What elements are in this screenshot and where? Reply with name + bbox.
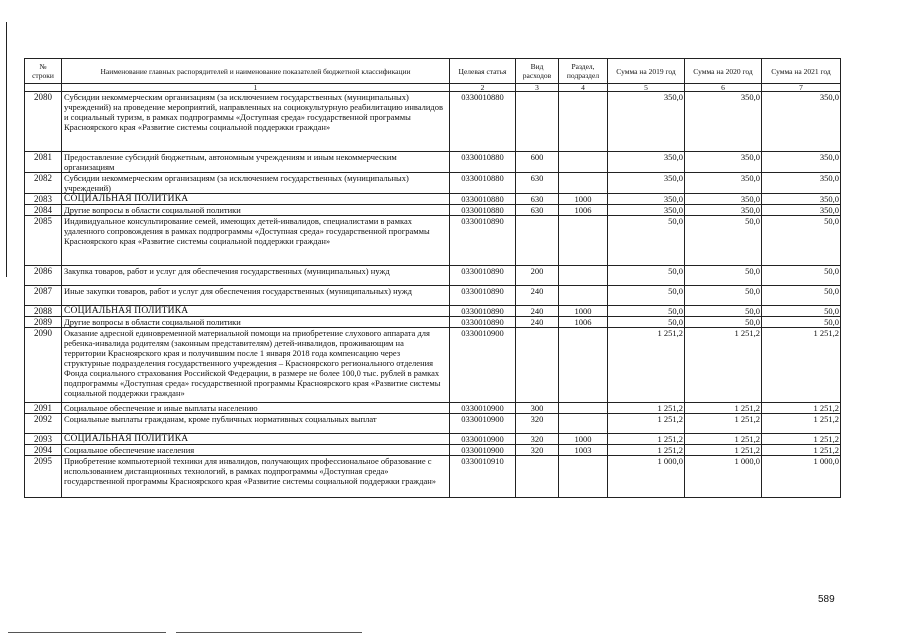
sum-2021-cell: 1 251,2 <box>762 434 841 445</box>
row-number-cell: 2095 <box>25 456 62 498</box>
sum-2020-cell: 1 251,2 <box>685 434 762 445</box>
header-name: Наименование главных распорядителей и наименование показателей бюджетной классификации <box>62 59 450 84</box>
sum-2020-cell: 50,0 <box>685 216 762 266</box>
column-index: 3 <box>516 84 559 92</box>
sum-2020-cell: 50,0 <box>685 317 762 328</box>
row-number-cell: 2089 <box>25 317 62 328</box>
table-row <box>25 205 841 216</box>
row-number-cell: 2091 <box>25 403 62 414</box>
header-section: Раздел, подраздел <box>559 59 608 84</box>
sum-2019-cell: 50,0 <box>608 266 685 286</box>
row-number-cell: 2092 <box>25 414 62 434</box>
sum-2020-cell: 350,0 <box>685 205 762 216</box>
target-article-cell: 0330010900 <box>450 434 516 445</box>
sum-2021-cell: 350,0 <box>762 173 841 194</box>
section-cell <box>559 403 608 414</box>
sum-2020-cell: 350,0 <box>685 194 762 205</box>
table-row <box>25 456 841 498</box>
sum-2020-cell: 350,0 <box>685 92 762 152</box>
page-number: 589 <box>818 594 835 605</box>
table-row <box>25 328 841 403</box>
name-cell: Другие вопросы в области социальной политики <box>62 317 450 328</box>
sum-2020-cell: 1 251,2 <box>685 403 762 414</box>
expense-kind-cell <box>516 216 559 266</box>
target-article-cell: 0330010900 <box>450 403 516 414</box>
budget-table <box>24 58 841 498</box>
footer-rule <box>8 632 166 633</box>
name-cell: Закупка товаров, работ и услуг для обеспечения государственных (муниципальных) нужд <box>62 266 450 286</box>
sum-2019-cell: 350,0 <box>608 152 685 173</box>
name-cell: Приобретение компьютерной техники для инвалидов, получающих профессиональное образование с использованием дистанционных технологий, в рамках подпрограммы «Доступная среда» государственной программы Красноярского края «Развитие системы социальной поддержки граждан» <box>62 456 450 498</box>
section-cell: 1006 <box>559 205 608 216</box>
table-row <box>25 216 841 266</box>
sum-2019-cell: 1 251,2 <box>608 445 685 456</box>
sum-2021-cell: 1 000,0 <box>762 456 841 498</box>
target-article-cell: 0330010880 <box>450 152 516 173</box>
binding-line <box>6 22 7 277</box>
expense-kind-cell <box>516 92 559 152</box>
name-cell: Оказание адресной единовременной материальной помощи на приобретение слухового аппарата для ребенка-инвалида родителям (законным представителям) детей-инвалидов, проживающим на территории Красноярского края и получившим после 1 января 2018 года компенсацию через структурные подразделения государственного учреждения – Красноярского регионального отделения Фонда социального страхования Российской Федерации, в размере не более 100,0 тыс. рублей в рамках подпрограммы «Доступная среда» государственной программы Красноярского края «Развитие системы социальной поддержки граждан» <box>62 328 450 403</box>
target-article-cell: 0330010880 <box>450 194 516 205</box>
name-cell: СОЦИАЛЬНАЯ ПОЛИТИКА <box>62 306 450 317</box>
table-row <box>25 92 841 152</box>
section-cell <box>559 328 608 403</box>
table-row <box>25 173 841 194</box>
section-cell <box>559 173 608 194</box>
table-row <box>25 266 841 286</box>
column-index: 6 <box>685 84 762 92</box>
sum-2020-cell: 350,0 <box>685 173 762 194</box>
section-cell: 1000 <box>559 194 608 205</box>
sum-2021-cell: 50,0 <box>762 266 841 286</box>
target-article-cell: 0330010900 <box>450 445 516 456</box>
column-index: 1 <box>62 84 450 92</box>
sum-2019-cell: 50,0 <box>608 317 685 328</box>
row-number-cell: 2090 <box>25 328 62 403</box>
table-row <box>25 306 841 317</box>
section-cell <box>559 456 608 498</box>
sum-2020-cell: 1 251,2 <box>685 328 762 403</box>
table-body <box>25 92 841 498</box>
section-cell <box>559 414 608 434</box>
expense-kind-cell: 320 <box>516 445 559 456</box>
sum-2020-cell: 1 251,2 <box>685 445 762 456</box>
sum-2020-cell: 50,0 <box>685 266 762 286</box>
expense-kind-cell <box>516 456 559 498</box>
sum-2020-cell: 50,0 <box>685 306 762 317</box>
expense-kind-cell: 200 <box>516 266 559 286</box>
row-number-cell: 2081 <box>25 152 62 173</box>
sum-2021-cell: 50,0 <box>762 216 841 266</box>
sum-2019-cell: 1 251,2 <box>608 434 685 445</box>
expense-kind-cell: 240 <box>516 286 559 306</box>
header-target-article: Целевая статья <box>450 59 516 84</box>
section-cell <box>559 286 608 306</box>
row-number-cell: 2093 <box>25 434 62 445</box>
name-cell: Социальные выплаты гражданам, кроме публичных нормативных социальных выплат <box>62 414 450 434</box>
sum-2021-cell: 1 251,2 <box>762 403 841 414</box>
section-cell: 1000 <box>559 434 608 445</box>
column-index-row <box>25 84 841 92</box>
column-index <box>25 84 62 92</box>
sum-2019-cell: 1 000,0 <box>608 456 685 498</box>
row-number-cell: 2085 <box>25 216 62 266</box>
table-row <box>25 445 841 456</box>
header-expense-kind: Вид расходов <box>516 59 559 84</box>
table-row <box>25 286 841 306</box>
target-article-cell: 0330010890 <box>450 266 516 286</box>
section-cell <box>559 152 608 173</box>
header-row-number: № строки <box>25 59 62 84</box>
row-number-cell: 2094 <box>25 445 62 456</box>
table-row <box>25 414 841 434</box>
sum-2020-cell: 350,0 <box>685 152 762 173</box>
table-row <box>25 403 841 414</box>
sum-2019-cell: 350,0 <box>608 194 685 205</box>
target-article-cell: 0330010900 <box>450 414 516 434</box>
expense-kind-cell: 630 <box>516 173 559 194</box>
expense-kind-cell: 630 <box>516 194 559 205</box>
header-sum-2021: Сумма на 2021 год <box>762 59 841 84</box>
sum-2019-cell: 50,0 <box>608 216 685 266</box>
target-article-cell: 0330010890 <box>450 216 516 266</box>
name-cell: Индивидуальное консультирование семей, имеющих детей-инвалидов, специалистами в рамках удаленного сопровождения в рамках подпрограммы «Доступная среда» государственной программы Красноярского края «Развитие системы социальной поддержки граждан» <box>62 216 450 266</box>
sum-2021-cell: 50,0 <box>762 286 841 306</box>
target-article-cell: 0330010910 <box>450 456 516 498</box>
name-cell: Социальное обеспечение и иные выплаты населению <box>62 403 450 414</box>
table-row <box>25 152 841 173</box>
sum-2019-cell: 1 251,2 <box>608 328 685 403</box>
section-cell: 1000 <box>559 306 608 317</box>
footer-rule <box>176 632 362 633</box>
name-cell: Социальное обеспечение населения <box>62 445 450 456</box>
expense-kind-cell: 320 <box>516 434 559 445</box>
target-article-cell: 0330010890 <box>450 317 516 328</box>
sum-2021-cell: 1 251,2 <box>762 414 841 434</box>
sum-2021-cell: 350,0 <box>762 194 841 205</box>
sum-2021-cell: 50,0 <box>762 306 841 317</box>
sum-2021-cell: 350,0 <box>762 205 841 216</box>
section-cell <box>559 266 608 286</box>
row-number-cell: 2088 <box>25 306 62 317</box>
name-cell: Другие вопросы в области социальной политики <box>62 205 450 216</box>
name-cell: СОЦИАЛЬНАЯ ПОЛИТИКА <box>62 434 450 445</box>
expense-kind-cell: 320 <box>516 414 559 434</box>
header-sum-2020: Сумма на 2020 год <box>685 59 762 84</box>
sum-2020-cell: 50,0 <box>685 286 762 306</box>
expense-kind-cell: 240 <box>516 306 559 317</box>
table-row <box>25 194 841 205</box>
name-cell: Предоставление субсидий бюджетным, автономным учреждениям и иным некоммерческим организациям <box>62 152 450 173</box>
sum-2020-cell: 1 251,2 <box>685 414 762 434</box>
row-number-cell: 2084 <box>25 205 62 216</box>
column-index: 5 <box>608 84 685 92</box>
column-index: 2 <box>450 84 516 92</box>
target-article-cell: 0330010890 <box>450 306 516 317</box>
table-row <box>25 317 841 328</box>
row-number-cell: 2080 <box>25 92 62 152</box>
sum-2021-cell: 350,0 <box>762 152 841 173</box>
sum-2021-cell: 1 251,2 <box>762 445 841 456</box>
name-cell: СОЦИАЛЬНАЯ ПОЛИТИКА <box>62 194 450 205</box>
section-cell <box>559 216 608 266</box>
sum-2019-cell: 50,0 <box>608 306 685 317</box>
sum-2019-cell: 350,0 <box>608 92 685 152</box>
row-number-cell: 2086 <box>25 266 62 286</box>
target-article-cell: 0330010880 <box>450 205 516 216</box>
expense-kind-cell <box>516 328 559 403</box>
column-index: 7 <box>762 84 841 92</box>
name-cell: Субсидии некоммерческим организациям (за исключением государственных (муниципальных) учреждений) <box>62 173 450 194</box>
sum-2021-cell: 1 251,2 <box>762 328 841 403</box>
sum-2019-cell: 350,0 <box>608 205 685 216</box>
row-number-cell: 2087 <box>25 286 62 306</box>
target-article-cell: 0330010890 <box>450 286 516 306</box>
sum-2019-cell: 1 251,2 <box>608 414 685 434</box>
sum-2019-cell: 350,0 <box>608 173 685 194</box>
column-index: 4 <box>559 84 608 92</box>
sum-2021-cell: 350,0 <box>762 92 841 152</box>
row-number-cell: 2082 <box>25 173 62 194</box>
section-cell <box>559 92 608 152</box>
sum-2019-cell: 1 251,2 <box>608 403 685 414</box>
row-number-cell: 2083 <box>25 194 62 205</box>
expense-kind-cell: 630 <box>516 205 559 216</box>
sum-2020-cell: 1 000,0 <box>685 456 762 498</box>
section-cell: 1006 <box>559 317 608 328</box>
header-sum-2019: Сумма на 2019 год <box>608 59 685 84</box>
table-row <box>25 434 841 445</box>
budget-table-sheet <box>24 58 840 498</box>
name-cell: Субсидии некоммерческим организациям (за исключением государственных (муниципальных) учреждений) на проведение мероприятий, направленных на социокультурную реабилитацию инвалидов и социальный туризм, в рамках подпрограммы «Доступная среда» государственной программы Красноярского края «Развитие системы социальной поддержки граждан» <box>62 92 450 152</box>
target-article-cell: 0330010880 <box>450 173 516 194</box>
name-cell: Иные закупки товаров, работ и услуг для обеспечения государственных (муниципальных) нужд <box>62 286 450 306</box>
target-article-cell: 0330010880 <box>450 92 516 152</box>
sum-2019-cell: 50,0 <box>608 286 685 306</box>
section-cell: 1003 <box>559 445 608 456</box>
sum-2021-cell: 50,0 <box>762 317 841 328</box>
target-article-cell: 0330010900 <box>450 328 516 403</box>
expense-kind-cell: 600 <box>516 152 559 173</box>
expense-kind-cell: 240 <box>516 317 559 328</box>
expense-kind-cell: 300 <box>516 403 559 414</box>
